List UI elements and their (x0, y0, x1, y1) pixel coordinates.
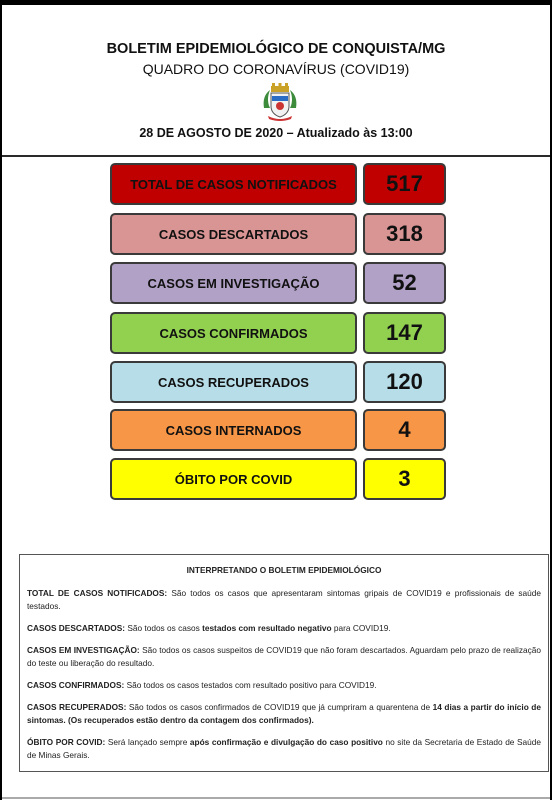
interpretation-heading: INTERPRETANDO O BOLETIM EPIDEMIOLÓGICO (186, 565, 382, 575)
card-internados (110, 409, 446, 451)
card-confirmados (110, 312, 446, 354)
def-text: São todos os casos que apresentaram sintomas gripais de COVID19 e profissionais de saúde testados. (27, 588, 541, 611)
def-text: Será lançado sempre (105, 737, 190, 747)
card-label: ÓBITO POR COVID (110, 458, 357, 500)
card-descartados (110, 213, 446, 255)
def-text: para COVID19. (331, 623, 391, 633)
def-term: ÓBITO POR COVID: (27, 737, 106, 747)
card-investigacao (110, 262, 446, 304)
def-emphasis: após confirmação e divulgação do caso positivo (189, 737, 383, 747)
def-recuperados (27, 701, 541, 727)
card-label: CASOS CONFIRMADOS (110, 312, 357, 354)
card-value: 52 (363, 262, 446, 304)
bulletin-page (2, 5, 550, 800)
def-term: CASOS CONFIRMADOS: (27, 680, 125, 690)
card-value: 318 (363, 213, 446, 255)
card-label: CASOS EM INVESTIGAÇÃO (110, 262, 357, 304)
card-label: CASOS DESCARTADOS (110, 213, 357, 255)
def-term: CASOS EM INVESTIGAÇÃO: (27, 645, 140, 655)
interpretation-box (19, 554, 549, 772)
card-value: 3 (363, 458, 446, 500)
def-obito (27, 736, 541, 762)
card-value: 147 (363, 312, 446, 354)
def-descartados (27, 622, 541, 635)
bulletin-title: BOLETIM EPIDEMIOLÓGICO DE CONQUISTA/MG (106, 41, 446, 57)
def-text: São todos os casos confirmados de COVID19 que já cumpriram a quarentena de (126, 702, 433, 712)
def-notificados (27, 587, 541, 613)
def-term: TOTAL DE CASOS NOTIFICADOS: (27, 588, 168, 598)
def-confirmados (27, 679, 541, 692)
card-notificados (110, 163, 446, 205)
card-label: CASOS RECUPERADOS (110, 361, 357, 403)
def-text: São todos os casos suspeitos de COVID19 que não foram descartados. Aguardam pelo prazo de realização do teste ou liberação do resultado. (27, 645, 542, 668)
def-emphasis: 14 dias a partir do início de sintomas. (Os recuperados estão dentro da contagem dos confirmados). (27, 702, 541, 725)
card-recuperados (110, 361, 446, 403)
def-text: no site da Secretaria de Estado de Saúde de Minas Gerais. (27, 737, 541, 760)
header-band (2, 5, 550, 157)
date-line: 28 DE AGOSTO DE 2020 – Atualizado às 13:00 (139, 126, 413, 140)
def-text: São todos os casos testados com resultado positivo para COVID19. (124, 680, 377, 690)
bottom-divider (2, 797, 550, 799)
def-emphasis: testados com resultado negativo (202, 623, 332, 633)
def-text: São todos os casos (125, 623, 203, 633)
def-investigacao (27, 644, 541, 670)
card-label: CASOS INTERNADOS (110, 409, 357, 451)
card-obito (110, 458, 446, 500)
bulletin-subtitle: QUADRO DO CORONAVÍRUS (COVID19) (142, 61, 410, 77)
card-label: TOTAL DE CASOS NOTIFICADOS (110, 163, 357, 205)
def-term: CASOS RECUPERADOS: (27, 702, 127, 712)
card-value: 517 (363, 163, 446, 205)
coat-of-arms-icon (260, 82, 300, 122)
card-value: 120 (363, 361, 446, 403)
def-term: CASOS DESCARTADOS: (27, 623, 126, 633)
card-value: 4 (363, 409, 446, 451)
